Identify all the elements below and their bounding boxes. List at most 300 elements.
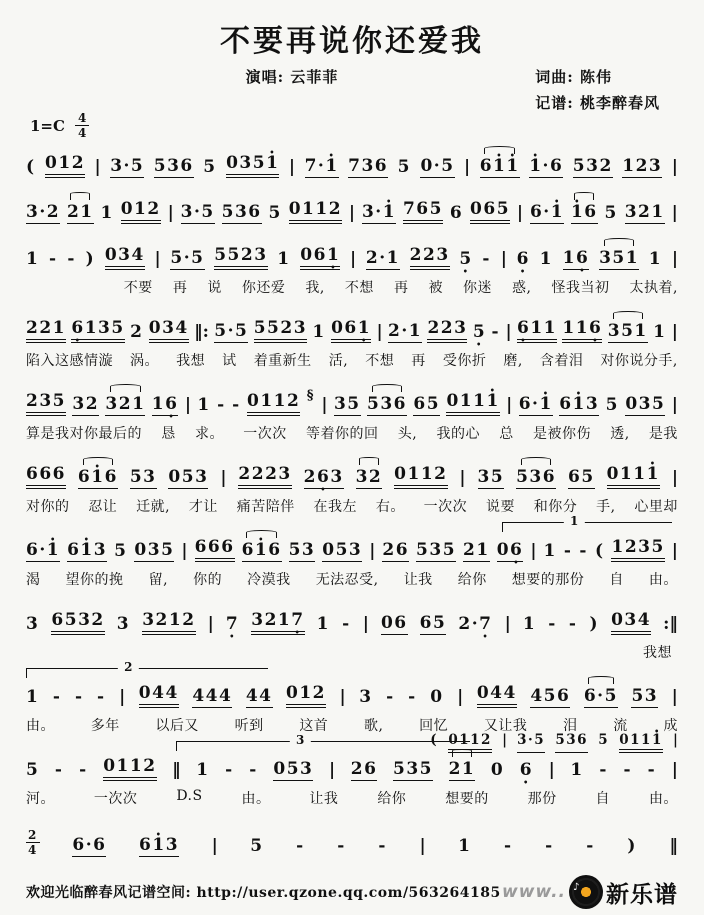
singer-credit: 演唱: 云菲菲 bbox=[245, 68, 339, 86]
lyric-word: 受你折 bbox=[442, 353, 487, 369]
note-group: 535 bbox=[392, 759, 433, 779]
note-group: 3·1 • bbox=[362, 202, 396, 224]
note-group: 061 • bbox=[300, 245, 340, 270]
lyric-word: 不想 bbox=[344, 280, 374, 296]
notes-row bbox=[26, 318, 678, 343]
barline: | bbox=[671, 541, 678, 561]
barline: | bbox=[506, 395, 513, 415]
barline: | bbox=[548, 760, 555, 780]
note-group: 2·7 • bbox=[458, 614, 492, 635]
lyric-word: 成 bbox=[663, 718, 678, 734]
barline: | bbox=[671, 322, 678, 342]
note-group: - bbox=[296, 836, 305, 856]
lyric-word: 总 bbox=[499, 426, 514, 442]
note-group: 535 bbox=[416, 540, 457, 560]
barline: | bbox=[419, 836, 426, 856]
lyric-word: 说要 bbox=[485, 499, 515, 515]
note-group: - bbox=[74, 687, 84, 707]
lyric-word: 你还爱 bbox=[241, 280, 286, 296]
note-group: - bbox=[545, 836, 554, 856]
note-group: 351 bbox=[599, 248, 640, 268]
note-group: 1 bbox=[316, 614, 330, 634]
note-group: 351 bbox=[607, 321, 648, 341]
note-group: 0111 • bbox=[619, 732, 663, 753]
note-group: 012 bbox=[286, 683, 326, 708]
note-group: 35 bbox=[333, 394, 361, 414]
note-group: - bbox=[54, 760, 64, 780]
note-group: - bbox=[579, 541, 588, 561]
lyric-word: 是我 bbox=[648, 426, 678, 442]
lyric-word: 等着你的回 bbox=[306, 426, 379, 442]
barline: | bbox=[673, 732, 678, 748]
double-barline: ‖ bbox=[172, 760, 181, 780]
lyric-word: 心里却 bbox=[634, 499, 678, 515]
note-group: 1 bbox=[26, 687, 40, 707]
note-group: 61 •3 bbox=[559, 394, 599, 416]
lyric-word: 让我 bbox=[403, 572, 433, 588]
note-group: 0 bbox=[430, 687, 444, 707]
lyric-word: 一次次 bbox=[93, 791, 138, 807]
lyric-word: 以后又 bbox=[155, 718, 199, 734]
note-group: - bbox=[342, 614, 351, 634]
note-group: 2·1 bbox=[388, 321, 423, 341]
note-group: 3217 • bbox=[251, 610, 304, 635]
key-and-time-signature bbox=[30, 112, 678, 139]
lyric-word: 让我 bbox=[309, 791, 339, 807]
time-signature-change: $\frac{2}{4}$ bbox=[28, 828, 38, 857]
note-group: 321 bbox=[624, 202, 665, 222]
lyric-word: 自 bbox=[609, 572, 624, 588]
note-group: - bbox=[623, 760, 633, 780]
barline: | bbox=[220, 468, 227, 488]
barline: | bbox=[339, 687, 346, 707]
lyric-word: 右。 bbox=[375, 499, 405, 515]
lyric-word: 留, bbox=[148, 572, 169, 588]
lyric-word: 在我左 bbox=[313, 499, 358, 515]
barline: | bbox=[530, 541, 537, 561]
barline: | bbox=[464, 157, 471, 177]
lyric-word: 对你的 bbox=[26, 499, 70, 515]
barline: | bbox=[516, 203, 524, 223]
note-group: 0111 • bbox=[607, 464, 660, 489]
note-group: 3212 bbox=[142, 610, 195, 635]
lyric-word: D.S bbox=[176, 788, 203, 804]
repeat-start-barline: ‖: bbox=[194, 322, 209, 342]
lyric-word: 流 bbox=[613, 718, 628, 734]
note-group: 3 bbox=[116, 614, 131, 634]
note-group: - bbox=[647, 760, 657, 780]
note-group: 6·6 bbox=[72, 835, 107, 855]
score-lines bbox=[26, 153, 678, 857]
barline: | bbox=[502, 732, 507, 748]
lyrics-row bbox=[26, 496, 678, 516]
note-group: 0112 bbox=[289, 199, 342, 224]
note-group: 6·1 • bbox=[530, 202, 564, 224]
volta-bracket bbox=[26, 660, 268, 678]
lyrics-row bbox=[26, 569, 678, 589]
key-signature: 1=C bbox=[30, 116, 65, 135]
note-group: 666 bbox=[195, 537, 235, 562]
score-line bbox=[26, 610, 678, 662]
barline: | bbox=[119, 687, 126, 707]
score-line bbox=[26, 318, 678, 370]
note-group: 6 bbox=[449, 203, 464, 223]
note-group: 1 bbox=[277, 249, 291, 269]
note-group: 034 bbox=[105, 245, 145, 270]
note-group: 012 bbox=[45, 153, 85, 178]
lyric-word: 和你分 bbox=[533, 499, 578, 515]
footer-row bbox=[26, 875, 678, 909]
lyric-word: 歌, bbox=[364, 718, 384, 734]
note-group: 061 • bbox=[331, 318, 371, 343]
score-line bbox=[26, 829, 678, 857]
note-group: 044 bbox=[139, 683, 179, 708]
barline: | bbox=[459, 468, 466, 488]
lyric-word: 我想 bbox=[176, 353, 206, 369]
note-group: - bbox=[337, 836, 346, 856]
note-group: 21 bbox=[463, 540, 490, 560]
note-group: - bbox=[548, 614, 557, 634]
note-group: 3·5 bbox=[517, 732, 545, 753]
barline: | bbox=[671, 395, 678, 415]
note-group: 3 bbox=[359, 687, 373, 707]
note-group: 16 • bbox=[563, 248, 590, 270]
volta-label: 1 bbox=[564, 515, 584, 527]
note-group: 21 bbox=[448, 759, 476, 779]
note-group: 666 bbox=[26, 464, 66, 489]
barline: | bbox=[181, 541, 188, 561]
note-group: 5 bbox=[250, 836, 264, 856]
volta-bracket bbox=[502, 514, 673, 532]
note-group: ( bbox=[430, 732, 439, 748]
lyrics-row bbox=[26, 350, 678, 370]
notes-row bbox=[26, 537, 678, 562]
lyric-word: 再 bbox=[411, 353, 426, 369]
note-group: 26 bbox=[350, 759, 378, 779]
note-group: - bbox=[599, 760, 608, 780]
note-group: 65 bbox=[419, 613, 447, 633]
barline: | bbox=[328, 760, 336, 780]
note-group: ) bbox=[85, 249, 96, 269]
lyric-word: 透, bbox=[610, 426, 630, 442]
volta-label: 3 bbox=[290, 734, 310, 746]
lyric-word: 一次次 bbox=[243, 426, 287, 442]
note-group: 1235 bbox=[611, 537, 664, 562]
note-group: 2 bbox=[130, 322, 144, 342]
note-group: 5·5 bbox=[214, 321, 249, 341]
note-group: 61 •3 bbox=[67, 540, 107, 562]
barline: | bbox=[376, 322, 383, 342]
note-group: 532 bbox=[572, 156, 613, 176]
note-group: ) bbox=[627, 836, 637, 856]
composer-credit: 词曲: 陈伟 bbox=[535, 68, 612, 86]
site-logo bbox=[502, 875, 678, 909]
note-group: 16 • bbox=[152, 394, 179, 416]
note-group: 2·1 bbox=[365, 248, 400, 268]
barline: | bbox=[154, 249, 161, 269]
lyric-word: 多年 bbox=[90, 718, 120, 734]
barline: | bbox=[671, 687, 678, 707]
lyric-word: 痛苦陪伴 bbox=[236, 499, 295, 515]
lyric-word: 一次次 bbox=[423, 499, 468, 515]
note-group: 053 bbox=[322, 540, 363, 560]
score-line bbox=[26, 660, 678, 735]
note-group: 26 bbox=[382, 540, 410, 560]
note-group: 5 bbox=[397, 157, 411, 177]
lyric-word: 怪我当初 bbox=[551, 280, 610, 296]
barline: | bbox=[207, 614, 214, 634]
note-group: 1 bbox=[539, 249, 553, 269]
note-group: - bbox=[378, 836, 387, 856]
note-group: 1 bbox=[26, 249, 40, 269]
note-group: 6 • bbox=[520, 760, 533, 781]
note-group: - bbox=[568, 614, 578, 634]
logo-site-name: 新乐谱 bbox=[606, 881, 678, 908]
note-group: 321 bbox=[105, 394, 146, 414]
note-group: 0112 bbox=[394, 464, 447, 489]
lyric-word: 冷漠我 bbox=[247, 572, 291, 588]
note-group: 5523 bbox=[254, 318, 307, 343]
note-group: 235 bbox=[26, 391, 66, 416]
note-group: 7 • bbox=[226, 614, 239, 635]
lyric-word: 含着泪 bbox=[539, 353, 584, 369]
note-group: 456 bbox=[530, 686, 571, 706]
note-group: 53 bbox=[288, 540, 316, 560]
lyric-word: 想要的那份 bbox=[511, 572, 585, 588]
lyric-word: 泪 bbox=[563, 718, 578, 734]
note-group: ( bbox=[594, 541, 605, 561]
note-group: - bbox=[482, 249, 491, 269]
note-group: 012 bbox=[121, 199, 161, 224]
lyric-word: 我想 bbox=[643, 645, 672, 661]
notes-row bbox=[26, 829, 678, 857]
lyric-word: 说 bbox=[207, 280, 222, 296]
note-group: 6 •11 bbox=[517, 318, 557, 343]
note-group: - bbox=[79, 760, 88, 780]
barline: | bbox=[362, 614, 369, 634]
note-group: 61 •6 bbox=[78, 467, 118, 489]
note-group: 44 bbox=[245, 686, 273, 706]
note-group: 6532 bbox=[51, 610, 104, 635]
notes-row bbox=[26, 388, 678, 416]
note-group: 0351 • bbox=[226, 153, 279, 178]
note-group: 223 bbox=[427, 318, 467, 343]
note-group: 61 •3 bbox=[139, 835, 179, 857]
note-group: 536 bbox=[555, 732, 588, 753]
lyric-word: 头, bbox=[397, 426, 418, 442]
lyric-word: 这首 bbox=[299, 718, 329, 734]
lyric-word: 给你 bbox=[457, 572, 487, 588]
note-group: 6·5 bbox=[583, 686, 618, 706]
note-group: 53 bbox=[631, 686, 659, 706]
lyric-word: 涡。 bbox=[130, 353, 160, 369]
barline: | bbox=[671, 468, 678, 488]
lyric-word: 你的 bbox=[193, 572, 223, 588]
note-group: 123 bbox=[622, 156, 663, 176]
note-group: 5 • bbox=[459, 249, 472, 270]
time-signature: $\frac{4}{4}$ bbox=[75, 112, 89, 139]
barline: | bbox=[457, 687, 464, 707]
lyric-word: 望你的挽 bbox=[65, 572, 124, 588]
note-group: 0 bbox=[490, 760, 505, 780]
credits-block bbox=[535, 64, 660, 116]
note-group: 5 bbox=[26, 760, 40, 780]
barline: | bbox=[167, 203, 174, 223]
barline: | bbox=[348, 203, 356, 223]
score-line bbox=[26, 732, 678, 808]
note-group: 65 bbox=[567, 467, 595, 487]
note-group: 1 bbox=[653, 322, 667, 342]
footer-note bbox=[26, 882, 501, 902]
note-group: 0111 • bbox=[446, 391, 499, 416]
notes-row bbox=[26, 610, 678, 635]
lyric-word: 求。 bbox=[195, 426, 224, 442]
note-group: 5523 bbox=[214, 245, 267, 270]
lyric-word: 惑, bbox=[512, 280, 532, 296]
lyric-word: 是被你伤 bbox=[532, 426, 591, 442]
note-group: ( bbox=[26, 157, 36, 177]
note-group: - bbox=[49, 249, 58, 269]
lyric-word: 试 bbox=[222, 353, 237, 369]
lyric-word: 被 bbox=[428, 280, 443, 296]
note-group: 61 •1 • bbox=[480, 156, 520, 178]
repeat-end-barline: :‖ bbox=[663, 614, 678, 634]
barline: | bbox=[504, 614, 511, 634]
note-group: 035 bbox=[134, 540, 175, 560]
barline: | bbox=[184, 395, 192, 415]
barline: | bbox=[211, 836, 218, 856]
lyrics-row bbox=[26, 277, 678, 297]
lyric-word: 由。 bbox=[26, 718, 55, 734]
barline: | bbox=[671, 157, 678, 177]
note-group: 3·5 bbox=[180, 202, 215, 222]
note-group: 3 bbox=[26, 614, 40, 634]
lyric-word: 恳 bbox=[161, 426, 176, 442]
lyric-word: 回忆 bbox=[419, 718, 449, 734]
lyric-word: 忍让 bbox=[88, 499, 118, 515]
note-group: 0112 bbox=[103, 756, 156, 781]
barline: | bbox=[321, 395, 328, 415]
lyrics-row bbox=[26, 788, 678, 808]
footer-note-label: 欢迎光临醉春风记谱空间: bbox=[26, 885, 192, 901]
note-group: 32 bbox=[355, 467, 383, 487]
note-group: 0112 bbox=[247, 391, 300, 416]
lyric-word: 再 bbox=[172, 280, 188, 296]
note-group: 7·1 • bbox=[305, 156, 339, 178]
note-group: - bbox=[232, 395, 241, 415]
lyric-word: 陷入这感情漩 bbox=[26, 353, 113, 369]
note-group: 1 bbox=[100, 203, 114, 223]
vinyl-record-icon bbox=[569, 875, 603, 909]
note-group: 5 bbox=[605, 395, 619, 415]
notes-row bbox=[26, 245, 678, 270]
notes-row bbox=[26, 756, 678, 781]
note-group: 536 bbox=[516, 467, 557, 487]
note-group: 06 • bbox=[497, 540, 524, 562]
note-group: 536 bbox=[153, 156, 194, 176]
note-group: 221 bbox=[26, 318, 66, 343]
note-group: 1 bbox=[312, 322, 326, 342]
barline: | bbox=[671, 249, 678, 269]
note-group: 765 bbox=[403, 199, 443, 224]
note-group: - bbox=[408, 687, 417, 707]
note-group: 1 bbox=[197, 395, 211, 415]
lyric-word: 无法忍受, bbox=[315, 572, 379, 588]
notes-row bbox=[26, 683, 678, 708]
lyric-word: 算是我对你最后的 bbox=[26, 426, 142, 442]
logo-www-text: www.. bbox=[502, 882, 566, 902]
volta-bracket bbox=[176, 733, 470, 751]
note-group: - bbox=[504, 836, 513, 856]
lyric-word: 那份 bbox=[527, 791, 557, 807]
note-group: 2223 bbox=[238, 464, 291, 489]
score-line bbox=[26, 199, 678, 224]
score-line bbox=[26, 153, 678, 178]
barline: | bbox=[350, 249, 357, 269]
note-group: 223 bbox=[410, 245, 450, 270]
note-group: - bbox=[386, 687, 395, 707]
note-group: 1 bbox=[570, 760, 584, 780]
note-group: 26 •3 bbox=[304, 467, 344, 489]
note-group: 053 bbox=[273, 759, 314, 779]
note-group: 065 bbox=[470, 199, 510, 224]
lyric-word: 又让我 bbox=[483, 718, 528, 734]
lyric-word: 由。 bbox=[648, 791, 678, 807]
lyric-word: 我, bbox=[305, 280, 325, 296]
lyric-word: 给你 bbox=[377, 791, 407, 807]
note-group: 6·1 • bbox=[519, 394, 553, 416]
note-group: 116 • bbox=[562, 318, 602, 343]
segno-mark: § bbox=[306, 388, 316, 403]
note-group: - bbox=[67, 249, 76, 269]
note-group: 053 bbox=[168, 467, 209, 487]
lyric-word: 着重新生 bbox=[253, 353, 312, 369]
lyric-word: 磨, bbox=[503, 353, 523, 369]
note-group: 1 •·6 bbox=[529, 156, 563, 178]
note-group: 3·5 bbox=[110, 156, 145, 176]
song-title: 不要再说你还爱我 bbox=[220, 24, 484, 59]
lyric-word: 手, bbox=[596, 499, 616, 515]
barline: | bbox=[671, 203, 678, 223]
notes-row bbox=[26, 153, 678, 178]
lyric-word: 不想 bbox=[365, 353, 395, 369]
lyrics-row bbox=[26, 423, 678, 443]
lyric-word: 你迷 bbox=[463, 280, 492, 296]
note-group: - bbox=[217, 395, 226, 415]
subtitle-row bbox=[26, 64, 678, 112]
note-group: 6·1 • bbox=[26, 540, 60, 562]
note-group: 5 bbox=[114, 541, 128, 561]
note-group: - bbox=[97, 687, 106, 707]
footer-note-url: http://user.qzone.qq.com/563264185 bbox=[196, 885, 501, 901]
note-group: 6 •135 bbox=[71, 318, 124, 343]
note-group: 53 bbox=[129, 467, 157, 487]
barline: | bbox=[369, 541, 376, 561]
lyric-word: 自 bbox=[595, 791, 611, 807]
note-group: 5·5 bbox=[170, 248, 205, 268]
note-group: - bbox=[491, 322, 501, 342]
note-group: 61 •6 bbox=[242, 540, 282, 562]
score-line bbox=[26, 388, 678, 443]
note-group: 06 bbox=[380, 613, 408, 633]
note-group: 65 bbox=[413, 394, 441, 414]
score-line bbox=[26, 245, 678, 297]
lyric-word: 想要的 bbox=[445, 791, 489, 807]
note-group: 5 bbox=[604, 203, 618, 223]
barline: | bbox=[671, 760, 678, 780]
lyric-word: 对你说分手, bbox=[600, 353, 678, 369]
note-group: ) bbox=[589, 614, 600, 634]
